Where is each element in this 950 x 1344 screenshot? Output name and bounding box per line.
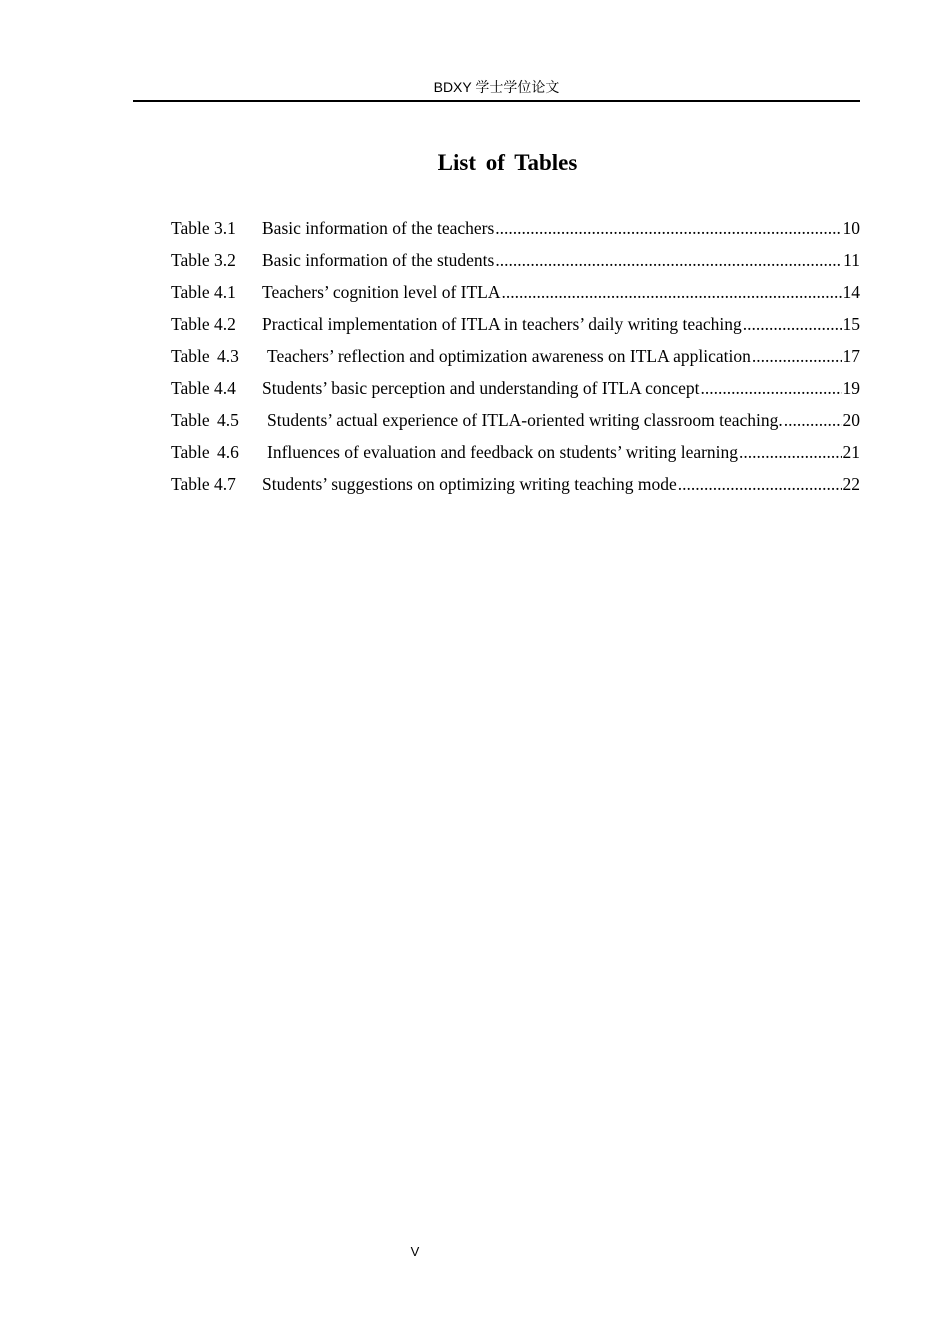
header-rule — [133, 100, 860, 102]
table-caption: Students’ basic perception and understanding of ITLA concept — [262, 378, 700, 398]
page-ref: 11 — [843, 250, 860, 270]
table-number: Table 4.7 — [171, 474, 236, 494]
dot-leader — [701, 372, 842, 404]
table-caption: Basic information of the teachers — [262, 218, 495, 238]
dot-leader — [743, 308, 842, 340]
dot-leader — [739, 436, 841, 468]
toc-entry[interactable] — [171, 340, 860, 372]
table-number: Table 4.1 — [171, 282, 236, 302]
page-ref: 15 — [842, 314, 860, 334]
table-number: Table 4.3 — [171, 346, 239, 366]
page-ref: 17 — [842, 346, 860, 366]
toc-entry[interactable] — [171, 404, 860, 436]
toc-entry[interactable] — [171, 212, 860, 244]
list-of-tables — [171, 212, 860, 500]
page-ref: 21 — [842, 442, 860, 462]
dot-leader — [495, 212, 841, 244]
toc-entry[interactable] — [171, 436, 860, 468]
table-number: Table 4.2 — [171, 314, 236, 334]
table-caption: Teachers’ reflection and optimization awareness on ITLA application — [267, 346, 751, 366]
table-caption: Teachers’ cognition level of ITLA — [262, 282, 501, 302]
toc-entry[interactable] — [171, 372, 860, 404]
table-caption: Influences of evaluation and feedback on students’ writing learning — [267, 442, 739, 462]
page-ref: 22 — [842, 474, 860, 494]
dot-leader — [502, 276, 842, 308]
table-caption: Practical implementation of ITLA in teachers’ daily writing teaching — [262, 314, 742, 334]
dot-leader — [784, 404, 842, 436]
table-number: Table 3.1 — [171, 218, 236, 238]
page-ref: 10 — [842, 218, 860, 238]
table-number: Table 4.5 — [171, 410, 239, 430]
toc-entry[interactable] — [171, 276, 860, 308]
table-number: Table 3.2 — [171, 250, 236, 270]
toc-entry[interactable] — [171, 308, 860, 340]
page-title: List of Tables — [437, 150, 578, 175]
page-ref: 14 — [842, 282, 860, 302]
page-number: V — [410, 1244, 420, 1259]
table-number: Table 4.6 — [171, 442, 239, 462]
running-header: BDXY 学士学位论文 — [433, 79, 560, 95]
table-caption: Students’ actual experience of ITLA-oriented writing classroom teaching. — [267, 410, 783, 430]
toc-entry[interactable] — [171, 468, 860, 500]
table-number: Table 4.4 — [171, 378, 236, 398]
page-ref: 20 — [842, 410, 860, 430]
table-caption: Basic information of the students — [262, 250, 495, 270]
dot-leader — [678, 468, 842, 500]
dot-leader — [752, 340, 842, 372]
table-caption: Students’ suggestions on optimizing writing teaching mode — [262, 474, 677, 494]
page-ref: 19 — [842, 378, 860, 398]
dot-leader — [495, 244, 842, 276]
toc-entry[interactable] — [171, 244, 860, 276]
